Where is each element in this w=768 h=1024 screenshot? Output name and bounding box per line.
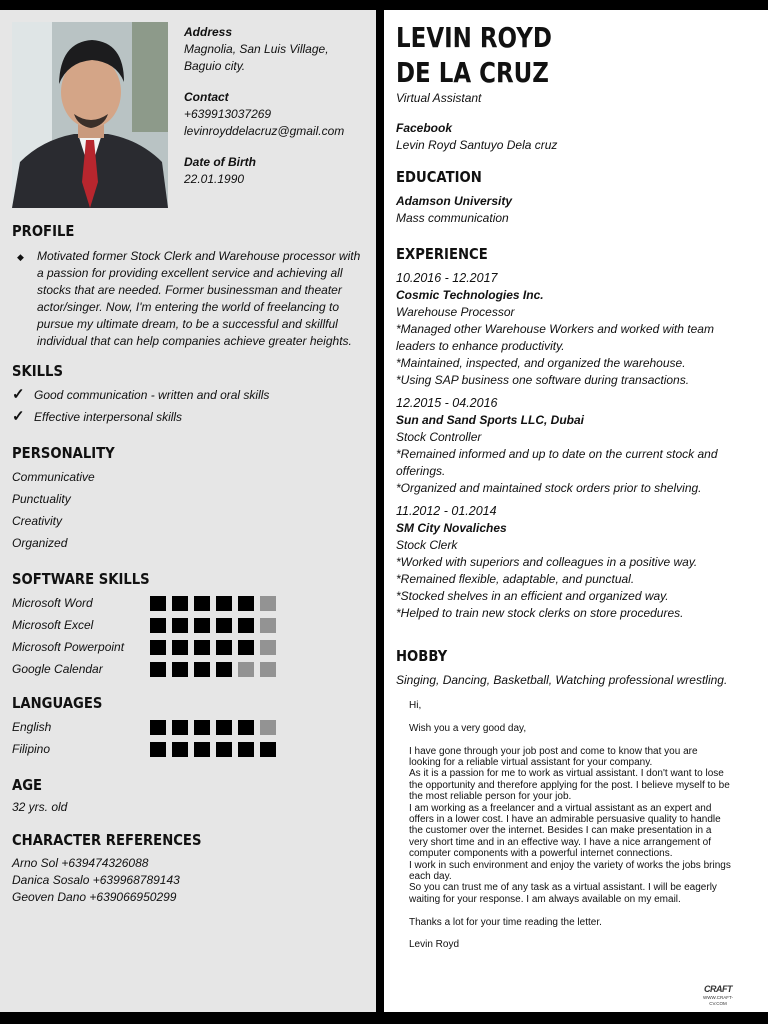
job-duty: *Managed other Warehouse Workers and worked with team leaders to enhance productivity. [396,322,714,353]
rating-dot-empty [260,720,276,735]
software-name: Microsoft Powerpoint [12,640,125,654]
language-row [12,716,362,738]
software-name: Google Calendar [12,662,103,676]
job-duty: *Stocked shelves in an efficient and organized way. [396,589,669,603]
rating-dot-filled [194,618,210,633]
facebook-name[interactable]: Levin Royd Santuyo Dela cruz [396,138,558,152]
software-row [12,658,362,680]
school-name: Adamson University [396,194,513,208]
rating-dot-filled [150,640,166,655]
language-name: Filipino [12,742,51,756]
email-address[interactable]: levinroyddelacruz@gmail.com [184,124,345,138]
hobby-heading: HOBBY [396,647,448,665]
job-duty: *Helped to train new stock clerks on store procedures. [396,606,684,620]
name-line-1: LEVIN ROYD [396,21,552,54]
rating-dot-filled [194,720,210,735]
rating-dot-empty [238,662,254,677]
rating-dot-empty [260,618,276,633]
main-column [384,10,768,1012]
language-name: English [12,720,52,734]
rating-dot-filled [172,596,188,611]
left-sidebar [0,10,376,1012]
letter-thanks: Thanks a lot for your time reading the letter. [409,916,602,928]
cover-letter [409,700,731,951]
job-duty: *Remained flexible, adaptable, and punctual. [396,572,635,586]
rating-dot-filled [260,742,276,757]
dob-value: 22.01.1990 [184,172,245,186]
rating-dot-filled [172,742,188,757]
rating-dot-filled [216,618,232,633]
job-role: Stock Clerk [396,538,458,552]
address-label: Address [184,25,233,39]
language-rating [150,720,276,735]
job-role: Warehouse Processor [396,305,515,319]
job-role: Stock Controller [396,430,482,444]
letter-paragraph: I have gone through your job post and come to know that you are looking for a reliable virtual assistant for your company. [409,745,698,768]
job-dates: 10.2016 - 12.2017 [396,271,498,285]
bullet-icon: ◆ [17,252,24,262]
personality-heading: PERSONALITY [12,444,115,462]
job-entry [396,270,756,389]
profile-paragraph [12,248,362,350]
letter-wish: Wish you a very good day, [409,722,527,734]
hobby-section [396,647,756,689]
software-heading: SOFTWARE SKILLS [12,570,150,588]
dob-label: Date of Birth [184,155,256,169]
logo-mark: CRAFT [704,984,732,994]
skill-rating [150,640,276,655]
rating-dot-filled [172,618,188,633]
rating-dot-filled [194,662,210,677]
rating-dot-filled [238,742,254,757]
company-name: Cosmic Technologies Inc. [396,288,544,302]
job-title: Virtual Assistant [396,91,482,105]
company-name: Sun and Sand Sports LLC, Dubai [396,413,585,427]
reference-item: Danica Sosalo +639968789143 [12,873,180,887]
header-details [396,90,756,154]
language-row [12,738,362,760]
skill-item [12,406,362,428]
software-skills-section [12,570,362,680]
hobby-text: Singing, Dancing, Basketball, Watching professional wrestling. [396,673,728,687]
education-heading: EDUCATION [396,168,482,186]
rating-dot-empty [260,640,276,655]
languages-heading: LANGUAGES [12,694,103,712]
rating-dot-filled [194,742,210,757]
rating-dot-filled [172,662,188,677]
rating-dot-filled [150,720,166,735]
age-section [12,776,362,814]
profile-photo [12,22,168,208]
personality-item: Communicative [12,470,95,484]
contact-block [184,24,369,188]
software-name: Microsoft Word [12,596,93,610]
rating-dot-filled [194,596,210,611]
rating-dot-filled [238,596,254,611]
job-duty: *Worked with superiors and colleagues in a positive way. [396,555,698,569]
references-section [12,831,362,906]
skill-label: Good communication - written and oral skills [34,388,270,402]
facebook-label: Facebook [396,121,453,135]
job-list [396,270,756,622]
rating-dot-filled [216,640,232,655]
rating-dot-filled [216,662,232,677]
job-dates: 12.2015 - 04.2016 [396,396,498,410]
personality-item: Organized [12,536,68,550]
phone-number: +639913037269 [184,107,272,121]
address-line-2: Baguio city. [184,59,246,73]
address-line-1: Magnolia, San Luis Village, [184,42,329,56]
candidate-name [396,20,552,90]
craft-cv-logo [698,984,738,1004]
job-duty: *Using SAP business one software during transactions. [396,373,690,387]
course-name: Mass communication [396,211,509,225]
job-entry [396,503,756,622]
personality-item: Punctuality [12,492,71,506]
references-heading: CHARACTER REFERENCES [12,831,202,849]
rating-dot-filled [172,640,188,655]
job-duty: *Maintained, inspected, and organized the warehouse. [396,356,686,370]
letter-greeting: Hi, [409,700,422,711]
job-dates: 11.2012 - 01.2014 [396,504,497,518]
rating-dot-filled [238,640,254,655]
check-icon: ✓ [12,408,25,425]
rating-dot-filled [150,618,166,633]
personality-item: Creativity [12,514,63,528]
rating-dot-filled [194,640,210,655]
rating-dot-filled [150,662,166,677]
profile-heading: PROFILE [12,222,75,240]
check-icon: ✓ [12,386,25,403]
profile-section [12,222,362,350]
age-value: 32 yrs. old [12,800,68,814]
rating-dot-filled [238,618,254,633]
software-row [12,614,362,636]
rating-dot-filled [150,596,166,611]
reference-item: Geoven Dano +639066950299 [12,890,177,904]
letter-paragraph: I am working as a freelancer and a virtual assistant as an expert and offers in a lower cost. I have an admirable persuasive quality to handle the customer over the internet. Besides I can make presentation in a very short time and in an effective way. I have a nice arrangement of computer components with a powerful internet connections. [409,802,721,860]
job-entry [396,395,756,497]
rating-dot-filled [238,720,254,735]
skills-section [12,362,362,428]
rating-dot-filled [216,742,232,757]
job-duty: *Remained informed and up to date on the current stock and offerings. [396,447,718,478]
software-row [12,636,362,658]
letter-paragraph: So you can trust me of any task as a virtual assistant. I will be eagerly waiting for your response. I am always available on my email. [409,882,717,905]
languages-section [12,694,362,760]
skill-item [12,384,362,406]
letter-signature: Levin Royd [409,939,460,951]
company-name: SM City Novaliches [396,521,507,535]
letter-paragraph: I work in such environment and enjoy the variety of works the jobs brings each day. [409,859,731,883]
software-row [12,592,362,614]
experience-section [396,245,756,622]
logo-url: WWW.CRAFT-CV.COM [703,995,733,1006]
skill-rating [150,618,276,633]
name-line-2: DE LA CRUZ [396,56,549,89]
personality-section [12,444,362,554]
rating-dot-filled [216,720,232,735]
skill-rating [150,662,276,677]
job-duty: *Organized and maintained stock orders prior to shelving. [396,481,702,495]
software-name: Microsoft Excel [12,618,94,632]
profile-text: Motivated former Stock Clerk and Warehouse processor with a passion for providing excellent service and achieving all stocks that are needed. Former businessman and theater actor/singer. Now, I'm entering the world of freelancing to pursue my ultimate dream, to be a successful and skillful individual that can help companies achieve greater heights. [37,249,361,348]
letter-paragraph: As it is a passion for me to work as virtual assistant. I don't want to lose the opportunity and therefore applying for the post. I believe myself to be the most reliable person for your job. [409,768,730,803]
rating-dot-filled [150,742,166,757]
rating-dot-empty [260,662,276,677]
skills-heading: SKILLS [12,362,63,380]
education-section [396,168,756,227]
rating-dot-filled [216,596,232,611]
skill-label: Effective interpersonal skills [34,410,183,424]
experience-heading: EXPERIENCE [396,245,488,263]
age-heading: AGE [12,776,43,794]
contact-label: Contact [184,90,229,104]
language-rating [150,742,276,757]
rating-dot-empty [260,596,276,611]
rating-dot-filled [172,720,188,735]
reference-item: Arno Sol +639474326088 [12,856,149,870]
skill-rating [150,596,276,611]
